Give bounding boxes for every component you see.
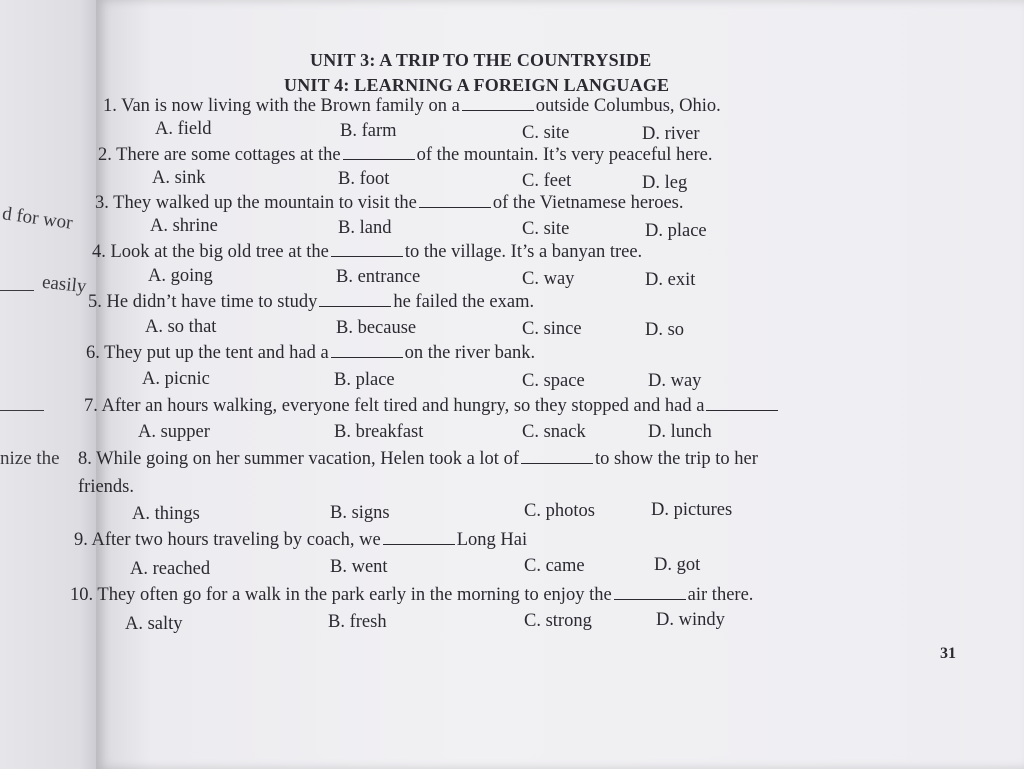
option-8d[interactable]: D. pictures [651, 500, 733, 520]
question-1-text-after: outside Columbus, Ohio. [535, 96, 721, 116]
question-4-text-after: to the village. It’s a banyan tree. [404, 242, 643, 262]
left-page-rule-1 [0, 290, 34, 291]
option-3c[interactable]: C. site [522, 219, 570, 239]
option-1a[interactable]: A. field [155, 119, 212, 139]
answer-blank-8[interactable] [521, 449, 593, 464]
question-3-text-before: 3. They walked up the mountain to visit the [95, 193, 417, 213]
question-8-text-before: 8. While going on her summer vacation, Helen took a lot of [78, 449, 519, 469]
question-2 [98, 145, 713, 166]
left-page-rule-2 [0, 410, 44, 411]
option-6d[interactable]: D. way [648, 371, 702, 391]
question-1-text-before: 1. Van is now living with the Brown family on a [103, 96, 460, 116]
answer-blank-1[interactable] [462, 96, 534, 111]
question-9-text-before: 9. After two hours traveling by coach, we [74, 530, 381, 550]
question-5-text-after: he failed the exam. [393, 292, 535, 312]
question-4-text-before: 4. Look at the big old tree at the [92, 242, 329, 262]
option-2c[interactable]: C. feet [522, 171, 572, 191]
option-5b[interactable]: B. because [336, 318, 417, 338]
option-5c[interactable]: C. since [522, 319, 582, 339]
option-8b[interactable]: B. signs [330, 503, 390, 523]
option-3a[interactable]: A. shrine [150, 216, 218, 236]
question-8-continuation: friends. [78, 477, 134, 497]
option-10d[interactable]: D. windy [656, 610, 725, 630]
left-page-edge [0, 0, 100, 769]
option-7c[interactable]: C. snack [522, 422, 586, 442]
question-9 [74, 530, 527, 551]
question-2-text-before: 2. There are some cottages at the [98, 145, 341, 165]
option-7d[interactable]: D. lunch [648, 422, 712, 442]
question-8-text-after: to show the trip to her [594, 449, 758, 469]
option-4a[interactable]: A. going [148, 266, 213, 286]
answer-blank-9[interactable] [383, 530, 455, 545]
option-10c[interactable]: C. strong [524, 611, 592, 631]
option-3d[interactable]: D. place [645, 221, 707, 241]
option-6a[interactable]: A. picnic [142, 369, 210, 389]
option-9d[interactable]: D. got [654, 555, 701, 575]
option-9a[interactable]: A. reached [130, 559, 211, 579]
answer-blank-7[interactable] [706, 396, 778, 411]
option-1c[interactable]: C. site [522, 123, 570, 143]
option-2d[interactable]: D. leg [642, 173, 688, 193]
option-6b[interactable]: B. place [334, 370, 395, 390]
question-6-text-before: 6. They put up the tent and had a [86, 343, 329, 363]
option-7b[interactable]: B. breakfast [334, 422, 424, 442]
answer-blank-6[interactable] [331, 343, 403, 358]
option-1d[interactable]: D. river [642, 124, 700, 144]
answer-blank-3[interactable] [419, 193, 491, 208]
answer-blank-5[interactable] [319, 292, 391, 307]
option-5a[interactable]: A. so that [145, 317, 217, 337]
option-9c[interactable]: C. came [524, 556, 585, 576]
question-2-text-after: of the mountain. It’s very peaceful here. [416, 145, 713, 165]
unit4-title: UNIT 4: LEARNING A FOREIGN LANGUAGE [284, 75, 670, 95]
question-10-text-after: air there. [687, 585, 754, 605]
question-3-text-after: of the Vietnamese heroes. [492, 193, 684, 213]
option-2b[interactable]: B. foot [338, 169, 390, 189]
answer-blank-10[interactable] [614, 585, 686, 600]
option-9b[interactable]: B. went [330, 557, 388, 577]
question-5-text-before: 5. He didn’t have time to study [88, 292, 318, 312]
option-4b[interactable]: B. entrance [336, 267, 421, 287]
question-4 [92, 242, 642, 263]
option-8a[interactable]: A. things [132, 504, 200, 524]
page-number: 31 [940, 645, 956, 662]
question-5 [88, 292, 534, 313]
question-3 [95, 193, 684, 214]
option-1b[interactable]: B. farm [340, 121, 397, 141]
option-7a[interactable]: A. supper [138, 422, 210, 442]
unit3-title: UNIT 3: A TRIP TO THE COUNTRYSIDE [310, 50, 652, 70]
left-page-text-3: nize the [0, 448, 60, 469]
question-6 [86, 343, 535, 364]
left-page-text-2: easily [41, 271, 88, 298]
question-7-text-before: 7. After an hours walking, everyone felt tired and hungry, so they stopped and had a [84, 396, 705, 416]
option-8c[interactable]: C. photos [524, 501, 595, 521]
option-4c[interactable]: C. way [522, 269, 575, 289]
question-10-text-before: 10. They often go for a walk in the park early in the morning to enjoy the [70, 585, 612, 605]
left-page-text-1: d for wor [0, 203, 74, 234]
option-10a[interactable]: A. salty [125, 614, 183, 634]
option-3b[interactable]: B. land [338, 218, 392, 238]
question-7 [84, 396, 780, 417]
option-4d[interactable]: D. exit [645, 270, 696, 290]
question-6-text-after: on the river bank. [404, 343, 536, 363]
option-10b[interactable]: B. fresh [328, 612, 387, 632]
option-6c[interactable]: C. space [522, 371, 585, 391]
answer-blank-2[interactable] [343, 145, 415, 160]
option-5d[interactable]: D. so [645, 320, 685, 340]
question-1 [103, 96, 721, 117]
option-2a[interactable]: A. sink [152, 168, 206, 188]
question-9-text-after: Long Hai [456, 530, 528, 550]
question-8 [78, 449, 758, 470]
question-10 [70, 585, 753, 606]
answer-blank-4[interactable] [331, 242, 403, 257]
